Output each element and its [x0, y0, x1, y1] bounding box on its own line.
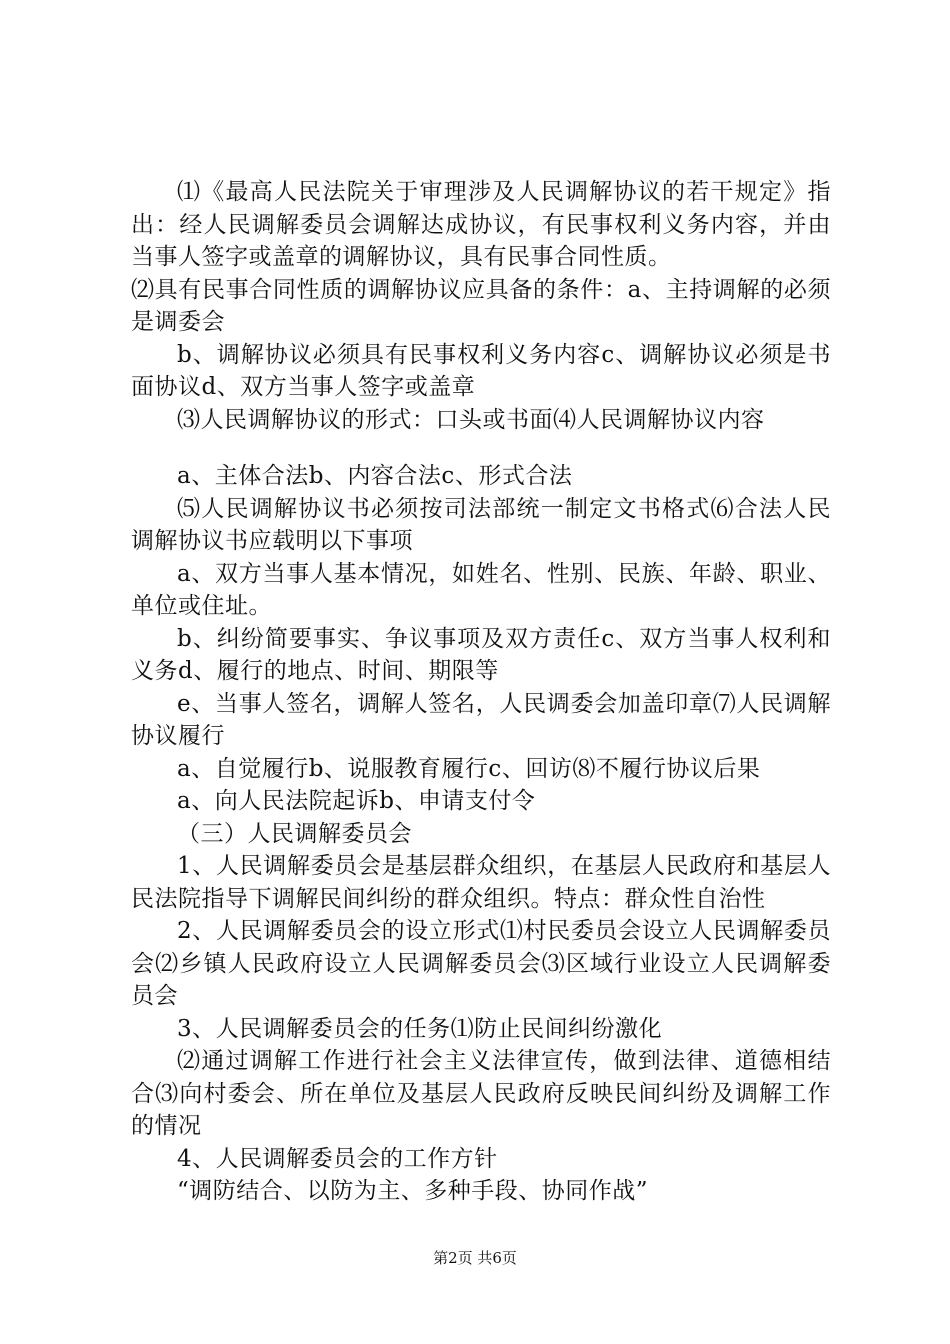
paragraph-15: 3、人民调解委员会的任务⑴防止民间纠纷激化: [177, 1015, 663, 1042]
document-body: [131, 176, 831, 1208]
paragraph-14: 2、人民调解委员会的设立形式⑴村民委员会设立人民调解委员会⑵乡镇人民政府设立人民调解委员会⑶区域行业设立人民调解委员会: [131, 918, 831, 1009]
paragraph-13: 1、人民调解委员会是基层群众组织，在基层人民政府和基层人民法院指导下调解民间纠纷的群众组织。特点：群众性自治性: [131, 853, 831, 912]
page-number: 第2页 共6页: [433, 1249, 517, 1267]
paragraph-1: ⑴《最高人民法院关于审理涉及人民调解协议的若干规定》指出：经人民调解委员会调解达成协议，有民事权利义务内容，并由当事人签字或盖章的调解协议，具有民事合同性质。: [131, 179, 831, 270]
paragraph-2: ⑵具有民事合同性质的调解协议应具备的条件：a、主持调解的必须是调委会: [131, 276, 831, 335]
paragraph-6: ⑸人民调解协议书必须按司法部统一制定文书格式⑹合法人民调解协议书应载明以下事项: [131, 495, 831, 554]
paragraph-3: b、调解协议必须具有民事权利义务内容c、调解协议必须是书面协议d、双方当事人签字或盖章: [131, 341, 831, 400]
paragraph-18: “调防结合、以防为主、多种手段、协同作战”: [177, 1178, 649, 1204]
paragraph-16: ⑵通过调解工作进行社会主义法律宣传，做到法律、道德相结合⑶向村委会、所在单位及基层人民政府反映民间纠纷及调解工作的情况: [131, 1048, 831, 1139]
paragraph-17: 4、人民调解委员会的工作方针: [177, 1145, 498, 1172]
section-heading: （三）人民调解委员会: [177, 820, 412, 847]
paragraph-9: e、当事人签名，调解人签名，人民调委会加盖印章⑺人民调解协议履行: [131, 690, 831, 749]
paragraph-10: a、自觉履行b、说服教育履行c、回访⑻不履行协议后果: [177, 755, 761, 782]
paragraph-5: a、主体合法b、内容合法c、形式合法: [177, 463, 573, 489]
paragraph-11: a、向人民法院起诉b、申请支付令: [177, 788, 536, 814]
paragraph-4: ⑶人民调解协议的形式：口头或书面⑷人民调解协议内容: [177, 406, 765, 433]
paragraph-7: a、双方当事人基本情况，如姓名、性别、民族、年龄、职业、单位或住址。: [131, 560, 831, 619]
paragraph-8: b、纠纷简要事实、争议事项及双方责任c、双方当事人权利和义务d、履行的地点、时间、期限等: [131, 625, 831, 684]
